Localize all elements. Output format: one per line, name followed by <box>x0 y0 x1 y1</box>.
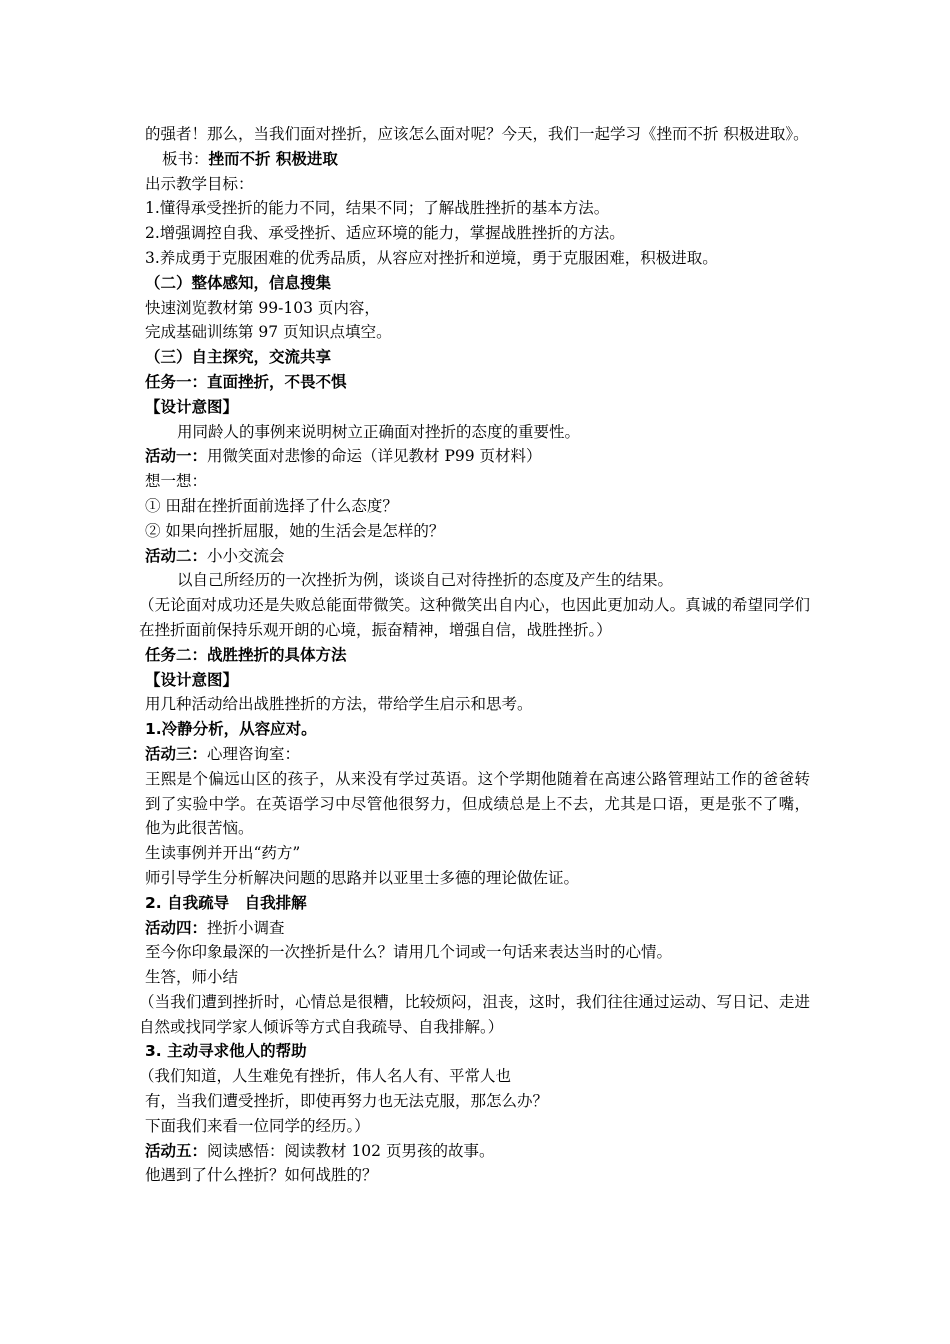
line-text: 至今你印象最深的一次挫折是什么？请用几个词或一句话来表达当时的心情。 <box>145 943 673 962</box>
line-text: （我们知道，人生难免有挫折，伟人名人有、平常人也 <box>139 1067 512 1086</box>
line-text: （三）自主探究，交流共享 <box>145 348 332 367</box>
text-line <box>145 420 810 445</box>
line-text: 任务二：战胜挫折的具体方法 <box>145 645 347 664</box>
text-line <box>145 965 810 990</box>
text-line <box>145 196 810 221</box>
activity-heading: 活动一： <box>145 447 208 466</box>
text-line <box>145 1114 810 1139</box>
line-text: 的强者！那么，当我们面对挫折，应该怎么面对呢？今天，我们一起学习《挫而不折 积极进取》。 <box>145 125 809 143</box>
text-line <box>145 742 810 767</box>
text-line <box>145 494 810 519</box>
text-line <box>145 692 810 717</box>
line-text: （无论面对成功还是失败总能面带微笑。这种微笑出自内心，也因此更加动人。真诚的希望同学们在挫折面前保持乐观开朗的心境，振奋精神，增强自信，战胜挫折。） <box>139 596 810 639</box>
text-line <box>145 320 810 345</box>
text-line <box>145 221 810 246</box>
line-text: 小小交流会 <box>207 546 285 565</box>
line-text: 【设计意图】 <box>145 397 239 416</box>
line-text: 用几种活动给出战胜挫折的方法，带给学生启示和思考。 <box>145 695 533 714</box>
line-text: 任务一：直面挫折，不畏不惧 <box>145 372 347 391</box>
line-text: 生答，师小结 <box>145 968 239 987</box>
text-line <box>145 345 810 370</box>
text-line <box>145 891 810 916</box>
line-text: 2.增强调控自我、承受挫折、适应环境的能力，掌握战胜挫折的方法。 <box>145 224 625 243</box>
text-line <box>145 1089 810 1114</box>
line-text: 生读事例并开出“药方” <box>145 844 301 863</box>
text-line <box>145 246 810 271</box>
line-text: 师引导学生分析解决问题的思路并以亚里士多德的理论做佐证。 <box>145 868 580 887</box>
text-line <box>145 1039 810 1064</box>
text-line <box>145 568 810 593</box>
text-line <box>145 296 810 321</box>
line-text: 阅读感悟：阅读教材 102 页男孩的故事。 <box>207 1141 495 1160</box>
line-text: 下面我们来看一位同学的经历。） <box>145 1116 370 1135</box>
text-line <box>139 1064 810 1089</box>
text-line <box>145 1163 810 1188</box>
document-body <box>139 122 810 1188</box>
line-text: 1.懂得承受挫折的能力不同，结果不同；了解战胜挫折的基本方法。 <box>145 199 610 218</box>
text-line <box>145 271 810 296</box>
line-text: 3.养成勇于克服困难的优秀品质，从容应对挫折和逆境，勇于克服困难，积极进取。 <box>145 248 718 267</box>
line-text: 他遇到了什么挫折？如何战胜的？ <box>145 1166 378 1185</box>
line-text: 1.冷静分析，从容应对。 <box>145 720 317 739</box>
text-line <box>145 370 810 395</box>
text-line <box>145 717 810 742</box>
text-line <box>145 866 810 891</box>
line-text: ① 田甜在挫折面前选择了什么态度？ <box>145 496 398 515</box>
text-line <box>145 444 810 469</box>
text-line <box>145 916 810 941</box>
text-line <box>145 767 810 841</box>
line-text: 有，当我们遭受挫折，即使再努力也无法克服，那怎么办？ <box>145 1092 549 1111</box>
line-text: 王熙是个偏远山区的孩子，从来没有学过英语。这个学期他随着在高速公路管理站工作的爸爸转到了实验中学。在英语学习中尽管他很努力，但成绩总是上不去，尤其是口语，更是张不了嘴，他为此很苦恼。 <box>145 769 810 838</box>
blackboard-title: 挫而不折 积极进取 <box>208 149 338 168</box>
line-text: 快速浏览教材第 99-103 页内容， <box>145 298 380 317</box>
line-text: 【设计意图】 <box>145 670 239 689</box>
text-line <box>145 172 810 197</box>
line-text: 出示教学目标： <box>145 174 254 193</box>
activity-heading: 活动四： <box>145 918 208 937</box>
text-line <box>145 519 810 544</box>
text-line <box>145 1139 810 1164</box>
line-text: 用同龄人的事例来说明树立正确面对挫折的态度的重要性。 <box>177 422 581 441</box>
line-text: ② 如果向挫折屈服，她的生活会是怎样的？ <box>145 521 445 540</box>
text-line <box>145 469 810 494</box>
line-text: 挫折小调查 <box>207 918 285 937</box>
line-text: 板书： <box>162 149 209 168</box>
line-text: （当我们遭到挫折时，心情总是很糟，比较烦闷，沮丧，这时，我们往往通过运动、写日记、走进自然或找同学家人倾诉等方式自我疏导、自我排解。） <box>139 992 810 1036</box>
text-line <box>139 593 810 643</box>
activity-heading: 活动五： <box>145 1141 208 1160</box>
text-line <box>139 990 810 1040</box>
line-text: 2. 自我疏导 自我排解 <box>145 893 307 912</box>
line-text: 用微笑面对悲惨的命运（详见教材 P99 页材料） <box>207 447 542 466</box>
line-text: 想一想： <box>145 472 208 491</box>
activity-heading: 活动三： <box>145 744 208 763</box>
text-line <box>145 395 810 420</box>
text-line <box>145 147 810 172</box>
activity-heading: 活动二： <box>145 546 208 565</box>
text-line <box>145 643 810 668</box>
text-line <box>145 940 810 965</box>
text-line <box>145 544 810 569</box>
line-text: 以自己所经历的一次挫折为例，谈谈自己对待挫折的态度及产生的结果。 <box>177 571 674 590</box>
text-line <box>145 668 810 693</box>
line-text: 完成基础训练第 97 页知识点填空。 <box>145 323 392 342</box>
text-line <box>145 841 810 866</box>
line-text: （二）整体感知，信息搜集 <box>145 273 332 292</box>
text-line <box>145 122 810 147</box>
line-text: 3. 主动寻求他人的帮助 <box>145 1042 307 1061</box>
line-text: 心理咨询室： <box>207 744 301 763</box>
